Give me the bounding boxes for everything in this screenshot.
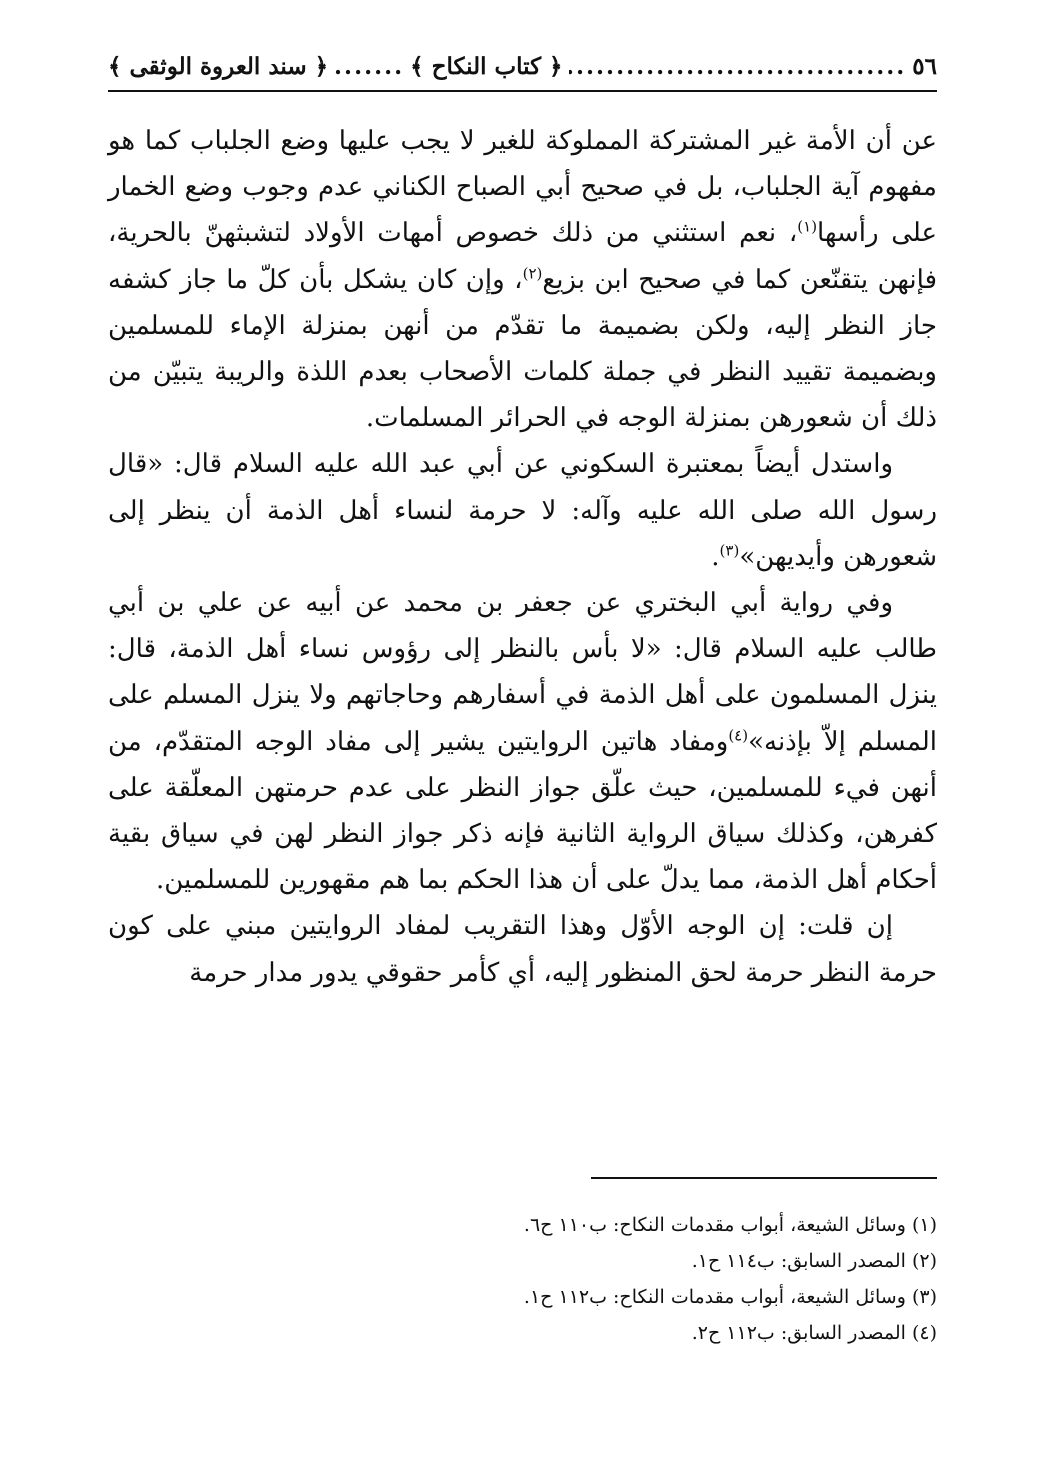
footnote-ref-1: (١) <box>797 217 818 236</box>
header-leader-dots <box>569 53 907 80</box>
paragraph-4 <box>108 903 937 995</box>
paragraph-1 <box>108 118 937 441</box>
header-leader-dots <box>334 53 404 80</box>
footnote-1: (١) وسائل الشيعة، أبواب مقدمات النكاح: ب١١٠ ح٦. <box>523 1214 937 1236</box>
chapter-title: ﴿ كتاب النكاح ﴾ <box>410 52 563 80</box>
footnote-2: (٢) المصدر السابق: ب١١٤ ح١. <box>691 1250 937 1272</box>
footnote-rule <box>591 1177 937 1179</box>
running-header <box>108 46 937 86</box>
main-text <box>108 118 937 996</box>
paragraph-text: وفي رواية أبي البختري عن جعفر بن محمد عن أبيه عن علي بن أبي طالب عليه السلام قال: «لا بأس بالنظر إلى رؤوس نساء أهل الذمة، قال: ينزل المسلمون على أهل الذمة في أسفارهم وحاجاتهم ولا ينزل المسلم على المسلم إلاّ بإذنه» <box>108 588 938 757</box>
book-title: ﴿ سند العروة الوثقى ﴾ <box>108 52 329 80</box>
paragraph-text: إن قلت: إن الوجه الأوّل وهذا التقريب لمفاد الروايتين مبني على كون حرمة النظر حرمة لحق المنظور إليه، أي كأمر حقوقي يدور مدار حرمة <box>108 911 937 988</box>
footnote-ref-4: (٤) <box>728 725 749 744</box>
paragraph-text: عن أن الأمة غير المشتركة المملوكة للغير لا يجب عليها وضع الجلباب كما هو مفهوم آية الجلباب، بل في صحيح أبي الصباح الكناني عدم وجوب وضع الخمار على رأسها <box>108 126 937 249</box>
paragraph-text: ومفاد هاتين الروايتين يشير إلى مفاد الوجه المتقدّم، من أنهن فيء للمسلمين، حيث علّق جواز النظر على عدم حرمتهن المعلّقة على كفرهن، وكذلك سياق الرواية الثانية فإنه ذكر جواز النظر لهن في سياق بقية أحكام أهل الذمة، مما يدلّ على أن هذا الحكم بما هم مقهورين للمسلمين. <box>108 726 937 896</box>
paragraph-text: واستدل أيضاً بمعتبرة السكوني عن أبي عبد الله عليه السلام قال: «قال رسول الله صلى الله عليه وآله: لا حرمة لنساء أهل الذمة أن ينظر إلى شعورهن وأيديهن» <box>108 449 937 572</box>
paragraph-text: ، نعم استثني من ذلك خصوص أمهات الأولاد لتشبثهنّ بالحرية، فإنهن يتقنّعن كما في صحيح ابن بزيع <box>108 218 938 295</box>
page-number: ٥٦ <box>912 52 937 80</box>
footnote-4: (٤) المصدر السابق: ب١١٢ ح٢. <box>691 1322 937 1344</box>
paragraph-2 <box>108 441 937 580</box>
footnote-ref-3: (٣) <box>719 541 740 560</box>
header-rule <box>108 90 937 92</box>
paragraph-3 <box>108 580 937 903</box>
footnotes <box>108 1207 937 1351</box>
footnote-ref-2: (٢) <box>522 263 543 282</box>
footnote-3: (٣) وسائل الشيعة، أبواب مقدمات النكاح: ب١١٢ ح١. <box>523 1286 937 1308</box>
paragraph-text: ، وإن كان يشكل بأن كلّ ما جاز كشفه جاز النظر إليه، ولكن بضميمة ما تقدّم من أنهن بمنزلة الإماء للمسلمين وبضميمة تقييد النظر في جملة كلمات الأصحاب بعدم اللذة والريبة يتبيّن من ذلك أن شعورهن بمنزلة الوجه في الحرائر المسلمات. <box>108 264 937 434</box>
paragraph-text: . <box>711 541 720 572</box>
